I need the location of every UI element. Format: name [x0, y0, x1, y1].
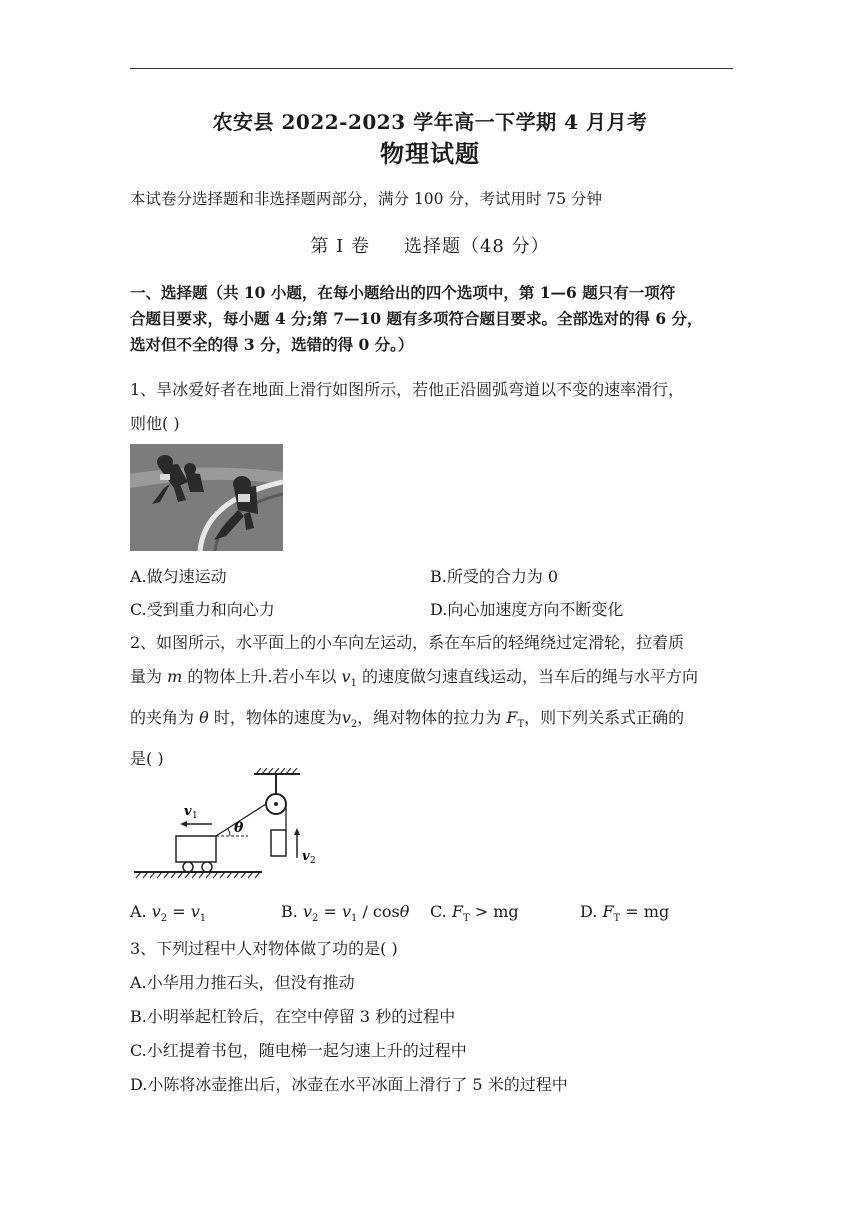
question-1-option-d[interactable]: D.向心加速度方向不断变化: [430, 600, 624, 619]
question-3-stem: 3、下列过程中人对物体做了功的是( ): [130, 939, 398, 958]
question-3-option-a[interactable]: A.小华用力推石头，但没有推动: [130, 973, 355, 992]
instructions-line: 选对但不全的得 3 分，选错的得 0 分。）: [130, 335, 414, 354]
exam-title: 农安县 2022-2023 学年高一下学期 4 月月考: [212, 110, 648, 134]
v1-label: v: [184, 804, 192, 819]
question-2-line: 的夹角为 θ 时，物体的速度为$v_2$，绳对物体的拉力为 $F_T$，则下列关系式正确的: [130, 708, 685, 731]
question-1-option-a[interactable]: A.做匀速运动: [130, 567, 227, 586]
header-rule: [130, 68, 733, 69]
section-part: 第 I 卷: [310, 236, 370, 257]
question-1-line: 则他( ): [130, 414, 180, 433]
question-2-option-d[interactable]: D. $F_T$ = mg: [580, 902, 670, 925]
instructions-line: 合题目要求，每小题 4 分;第 7—10 题有多项符合题目要求。全部选对的得 6 分，: [130, 309, 703, 328]
subject-title: 物理试题: [380, 139, 480, 168]
question-3-option-c[interactable]: C.小红提着书包，随电梯一起匀速上升的过程中: [130, 1041, 467, 1060]
question-2-option-c[interactable]: C. $F_T$ > mg: [430, 902, 519, 925]
question-3-option-d[interactable]: D.小陈将冰壶推出后，冰壶在水平冰面上滑行了 5 米的过程中: [130, 1075, 568, 1094]
skaters-illustration: [130, 444, 283, 551]
v1-subscript: 1: [192, 811, 198, 821]
question-2-option-a[interactable]: A. $v_2 = v_1$: [130, 902, 207, 925]
question-2-line: 2、如图所示，水平面上的小车向左运动，系在车后的轻绳绕过定滑轮，拉着质: [130, 633, 685, 652]
question-2-option-b[interactable]: B. $v_2 = v_1 / \cos\theta$: [281, 902, 410, 925]
v2-label: v: [302, 849, 310, 864]
section-heading: [0, 232, 860, 258]
instructions-line: 一、选择题（共 10 小题，在每小题给出的四个选项中，第 1—6 题只有一项符: [130, 283, 676, 302]
v2-subscript: 2: [310, 856, 316, 866]
skaters-photo: [130, 444, 283, 551]
question-2-stem: [130, 626, 735, 776]
question-1-stem: [130, 373, 735, 441]
question-1-line: 1、旱冰爱好者在地面上滑行如图所示，若他正沿圆弧弯道以不变的速率滑行，: [130, 380, 685, 399]
question-1-option-c[interactable]: C.受到重力和向心力: [130, 600, 275, 619]
question-1-option-b[interactable]: B.所受的合力为 0: [430, 567, 559, 586]
question-2-line: 是( ): [130, 749, 164, 769]
section-name: 选择题（48 分）: [403, 236, 550, 257]
instructions: [130, 280, 735, 358]
question-2-line: 量为 m 的物体上升.若小车以 $v_1$ 的速度做匀速直线运动，当车后的绳与水平方向: [130, 667, 699, 690]
question-3-option-b[interactable]: B.小明举起杠铃后，在空中停留 3 秒的过程中: [130, 1007, 456, 1026]
pulley-diagram: [130, 768, 330, 888]
exam-intro: 本试卷分选择题和非选择题两部分，满分 100 分，考试用时 75 分钟: [130, 190, 603, 208]
theta-label: θ: [234, 820, 244, 836]
